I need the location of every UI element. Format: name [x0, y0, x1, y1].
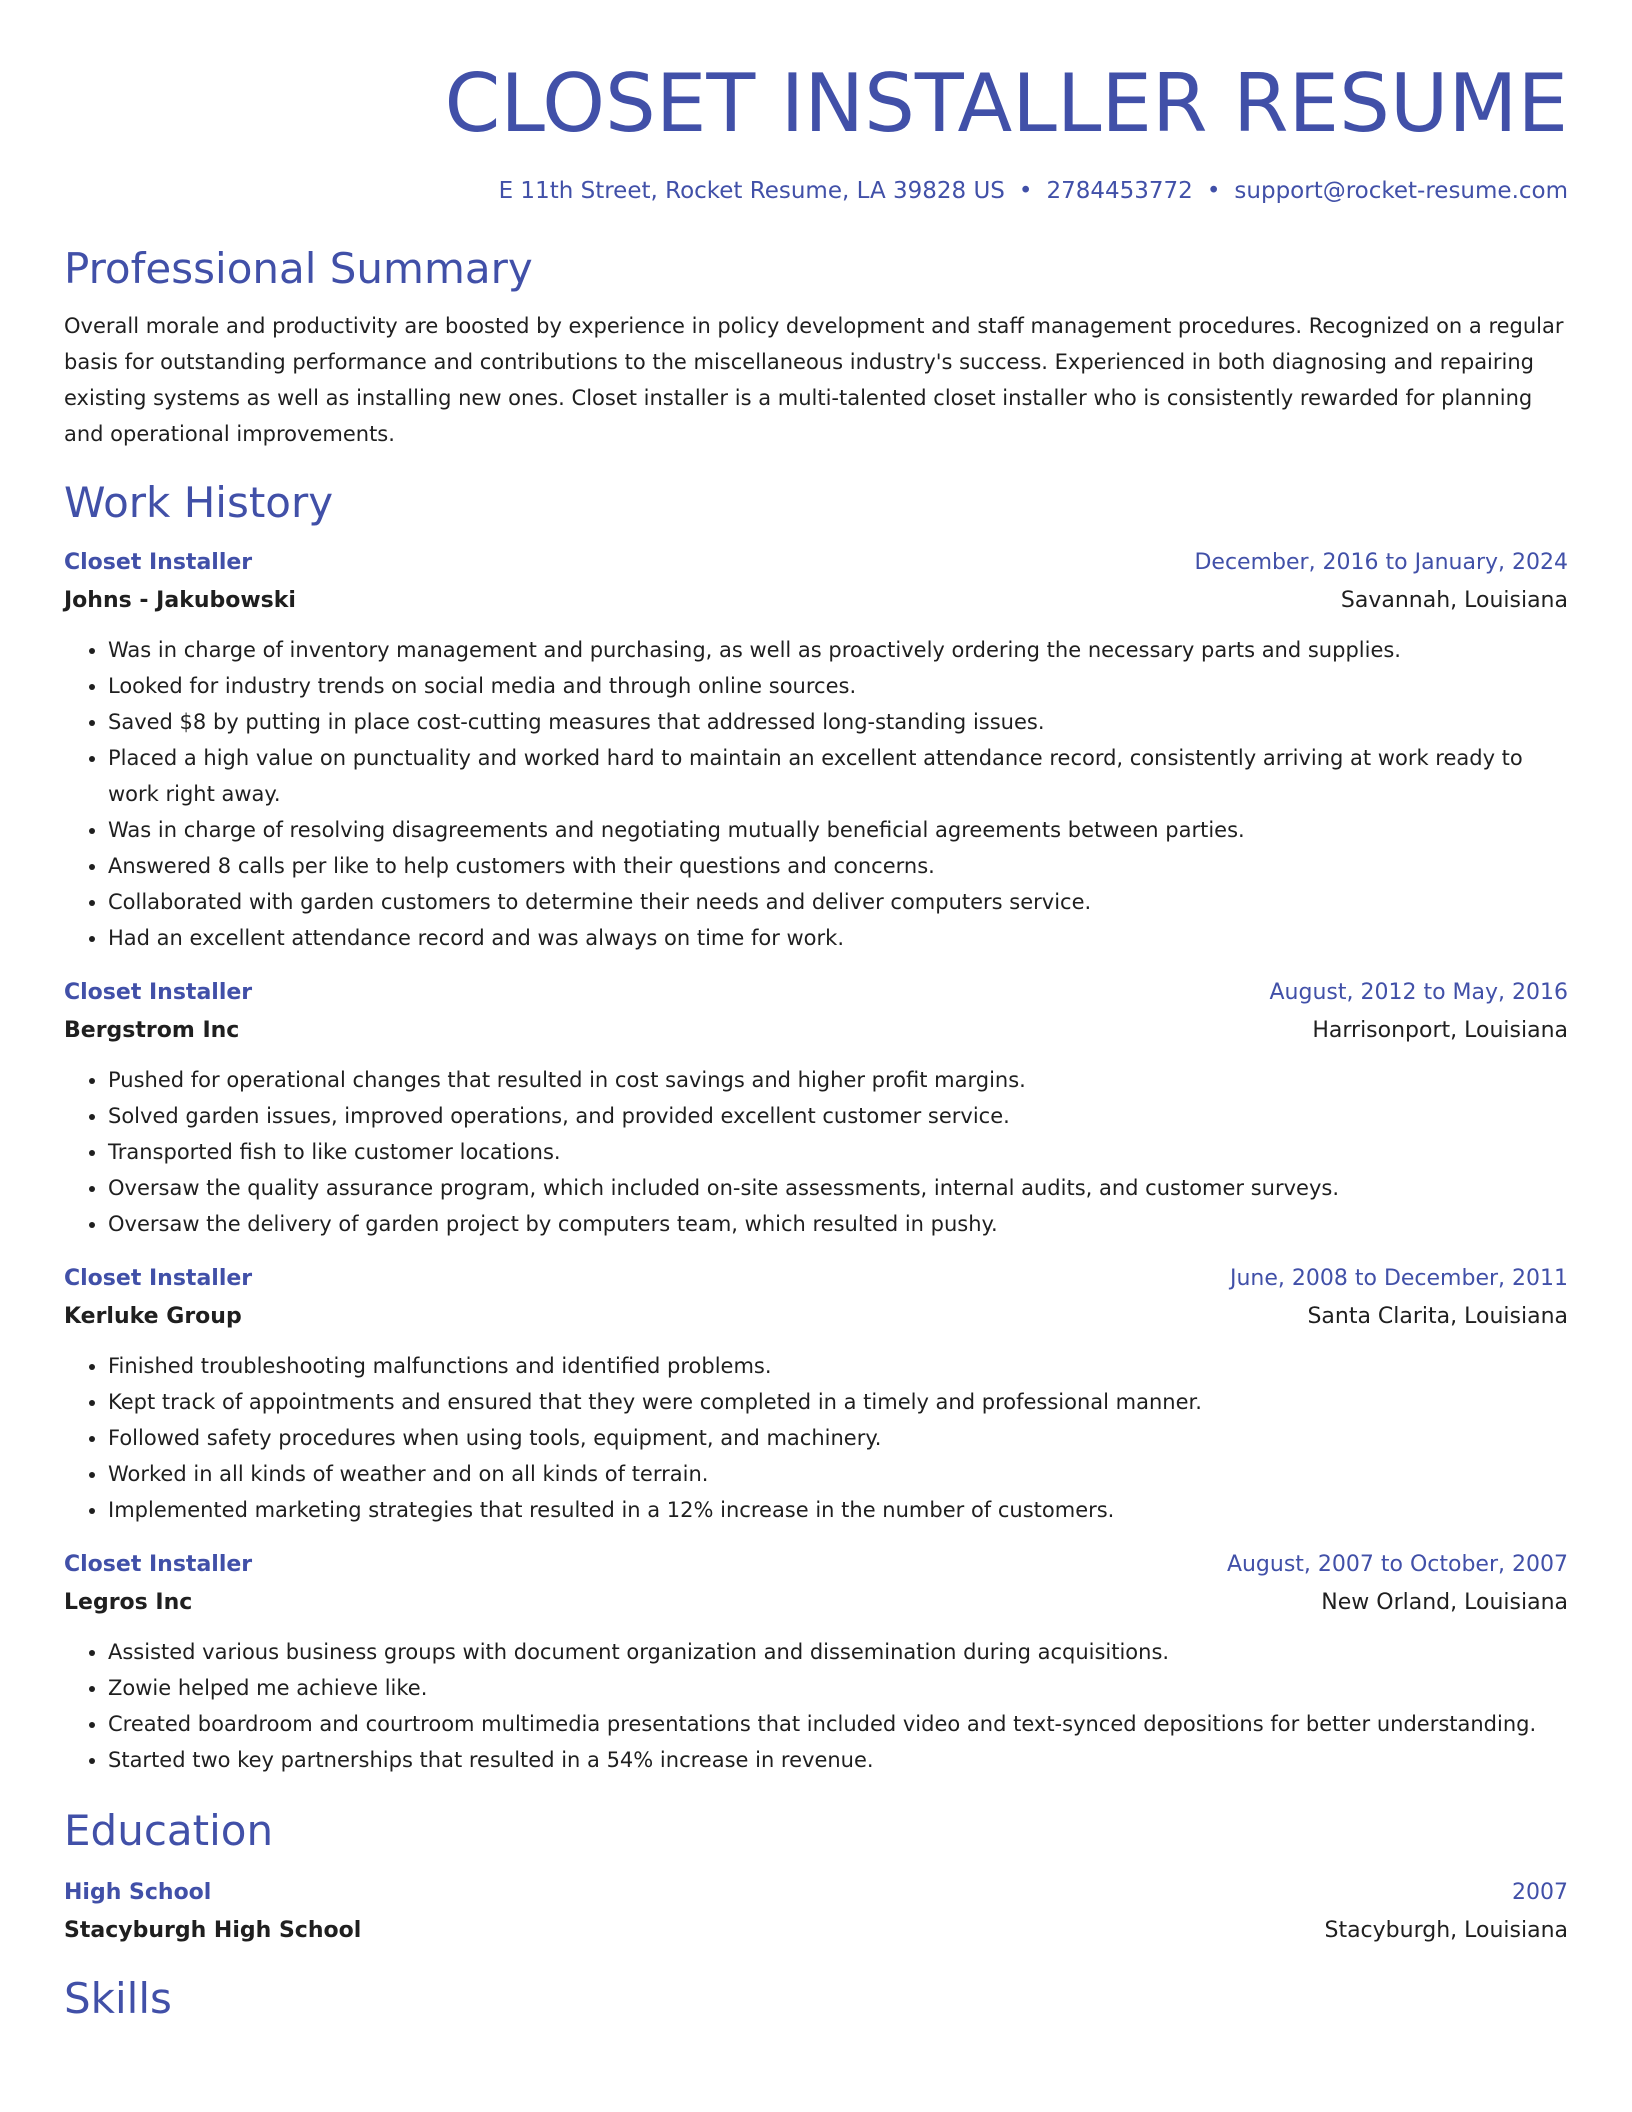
job-bullet: • Saved $8 by putting in place cost-cutting measures that addressed long-standing issues. [108, 704, 1568, 740]
summary-text: Overall morale and productivity are boosted by experience in policy development and staff management procedures. Recognized on a regular basis for outstanding performance and contributions to the miscellaneous industry's success. Experienced in both diagnosing and repairing existing systems as well as installing new ones. Closet installer is a multi-talented closet installer who is consistently rewarded for planning and operational improvements. [64, 314, 1564, 446]
job-org-row [64, 1302, 1568, 1332]
job-dates: December, 2016 to January, 2024 [1194, 550, 1568, 575]
job-org-row [64, 586, 1568, 616]
job-location: New Orland, Louisiana [1321, 1590, 1568, 1615]
job-role-row [64, 1264, 1568, 1294]
job-bullet: • Oversaw the delivery of garden project by computers team, which resulted in pushy. [108, 1206, 1568, 1242]
job-company: Legros Inc [64, 1590, 193, 1615]
job-role-row [64, 548, 1568, 578]
resume-page [64, 0, 1568, 2026]
education-heading: Education [64, 1806, 274, 1855]
resume-title: CLOSET INSTALLER RESUME [444, 57, 1568, 150]
job-entry [64, 1550, 1568, 1778]
skills-heading: Skills [64, 1974, 172, 2023]
education-school: Stacyburgh High School [64, 1918, 362, 1943]
job-bullet: • Looked for industry trends on social media and through online sources. [108, 668, 1568, 704]
job-bullet: • Started two key partnerships that resulted in a 54% increase in revenue. [108, 1742, 1568, 1778]
job-bullets [64, 1348, 1568, 1528]
job-bullet: • Worked in all kinds of weather and on all kinds of terrain. [108, 1456, 1568, 1492]
job-role: Closet Installer [64, 550, 253, 575]
job-bullets [64, 632, 1568, 956]
job-entry [64, 1264, 1568, 1528]
contact-line [64, 176, 1568, 206]
job-bullets [64, 1634, 1568, 1778]
job-bullet: • Was in charge of resolving disagreements and negotiating mutually beneficial agreements between parties. [108, 812, 1568, 848]
job-bullet: • Was in charge of inventory management and purchasing, as well as proactively ordering the necessary parts and supplies. [108, 632, 1568, 668]
contact-separator: • [1018, 178, 1033, 204]
job-bullet: • Followed safety procedures when using tools, equipment, and machinery. [108, 1420, 1568, 1456]
job-bullet: • Answered 8 calls per like to help customers with their questions and concerns. [108, 848, 1568, 884]
job-dates: June, 2008 to December, 2011 [1229, 1266, 1568, 1291]
job-bullets [64, 1062, 1568, 1242]
job-location: Savannah, Louisiana [1340, 588, 1568, 613]
job-company: Bergstrom Inc [64, 1018, 240, 1043]
job-company: Johns - Jakubowski [64, 588, 296, 613]
education-degree-row [64, 1878, 1568, 1908]
job-bullet: • Implemented marketing strategies that resulted in a 12% increase in the number of customers. [108, 1492, 1568, 1528]
job-bullet: • Collaborated with garden customers to determine their needs and deliver computers service. [108, 884, 1568, 920]
job-bullet: • Oversaw the quality assurance program, which included on-site assessments, internal audits, and customer surveys. [108, 1170, 1568, 1206]
job-role-row [64, 1550, 1568, 1580]
contact-separator: • [1206, 178, 1221, 204]
job-bullet: • Kept track of appointments and ensured that they were completed in a timely and professional manner. [108, 1384, 1568, 1420]
job-entry [64, 978, 1568, 1242]
education-entry [64, 1878, 1568, 1946]
work-history-heading: Work History [64, 478, 334, 527]
job-role: Closet Installer [64, 1266, 253, 1291]
job-location: Santa Clarita, Louisiana [1307, 1304, 1568, 1329]
job-role: Closet Installer [64, 980, 253, 1005]
job-org-row [64, 1588, 1568, 1618]
job-role: Closet Installer [64, 1552, 253, 1577]
job-dates: August, 2007 to October, 2007 [1226, 1552, 1568, 1577]
job-dates: August, 2012 to May, 2016 [1269, 980, 1568, 1005]
summary-heading: Professional Summary [64, 244, 533, 293]
job-company: Kerluke Group [64, 1304, 242, 1329]
job-bullet: • Transported fish to like customer locations. [108, 1134, 1568, 1170]
job-bullet: • Created boardroom and courtroom multimedia presentations that included video and text-synced depositions for better understanding. [108, 1706, 1568, 1742]
contact-address: E 11th Street, Rocket Resume, LA 39828 US [498, 178, 1005, 204]
education-school-row [64, 1916, 1568, 1946]
job-role-row [64, 978, 1568, 1008]
contact-phone: 2784453772 [1046, 178, 1193, 204]
education-degree: High School [64, 1880, 212, 1905]
job-bullet: • Placed a high value on punctuality and worked hard to maintain an excellent attendance record, consistently arriving at work ready to work right away. [108, 740, 1568, 812]
job-bullet: • Assisted various business groups with document organization and dissemination during acquisitions. [108, 1634, 1568, 1670]
education-year: 2007 [1512, 1880, 1568, 1905]
job-org-row [64, 1016, 1568, 1046]
education-location: Stacyburgh, Louisiana [1324, 1918, 1568, 1943]
contact-email: support@rocket-resume.com [1234, 178, 1568, 204]
job-location: Harrisonport, Louisiana [1312, 1018, 1568, 1043]
job-bullet: • Finished troubleshooting malfunctions and identified problems. [108, 1348, 1568, 1384]
job-bullet: • Had an excellent attendance record and was always on time for work. [108, 920, 1568, 956]
job-bullet: • Zowie helped me achieve like. [108, 1670, 1568, 1706]
job-bullet: • Pushed for operational changes that resulted in cost savings and higher profit margins. [108, 1062, 1568, 1098]
job-bullet: • Solved garden issues, improved operations, and provided excellent customer service. [108, 1098, 1568, 1134]
job-entry [64, 548, 1568, 956]
